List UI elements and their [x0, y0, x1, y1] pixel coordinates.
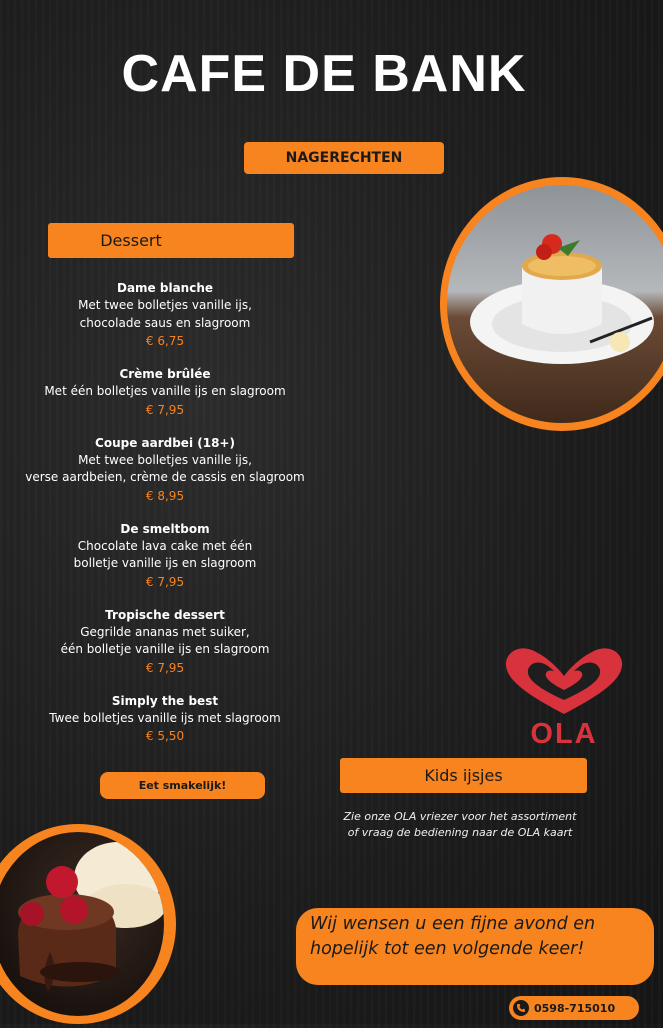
ola-heart-icon: [500, 646, 628, 716]
menu-item-price: € 5,50: [145, 729, 185, 743]
menu-item-desc: Met twee bolletjes vanille ijs,: [78, 452, 252, 467]
dessert-heading-text: Dessert: [100, 231, 162, 250]
menu-item-desc: Twee bolletjes vanille ijs met slagroom: [49, 710, 281, 725]
menu-item-desc: bolletje vanille ijs en slagroom: [73, 556, 257, 570]
menu-item-price: € 7,95: [145, 402, 185, 417]
kids-heading-text: Kids ijsjes: [424, 766, 503, 785]
ola-note-line: of vraag de bediening naar de OLA kaart: [347, 826, 573, 839]
menu-item: [0, 693, 330, 746]
menu-item-price: € 8,95: [145, 488, 185, 503]
menu-item-desc: verse aardbeien, crème de cassis en slagroom: [25, 470, 305, 484]
smakelijk-badge: [100, 772, 265, 799]
menu-item: [0, 521, 330, 591]
menu-item-name: Tropische dessert: [105, 607, 225, 622]
phone-number: 0598-715010: [534, 1001, 616, 1015]
menu-item-price: € 7,95: [145, 574, 185, 589]
ola-logo-text: OLA: [530, 718, 598, 750]
ola-note-line: Zie onze OLA vriezer voor het assortiment: [343, 810, 577, 823]
lava-cake-photo: [0, 822, 180, 1024]
phone-icon: [513, 1000, 529, 1016]
ola-note: [310, 809, 610, 841]
menu-item-desc: één bolletje vanille ijs en slagroom: [60, 642, 270, 656]
section-label-text: NAGERECHTEN: [285, 150, 403, 166]
closing-line: hopelijk tot een volgende keer!: [310, 939, 585, 959]
menu-item-price: € 6,75: [145, 334, 185, 348]
menu-item: [0, 280, 330, 350]
dessert-heading: [48, 223, 294, 258]
kids-heading: [340, 758, 587, 793]
menu-item-name: Dame blanche: [116, 281, 214, 295]
dessert-menu: [0, 280, 330, 761]
menu-item-name: Coupe aardbei (18+): [95, 435, 235, 450]
menu-item-name: Simply the best: [111, 693, 219, 708]
creme-brulee-photo: [440, 174, 663, 434]
menu-item-desc: Met twee bolletjes vanille ijs,: [78, 298, 252, 312]
menu-item: [0, 435, 330, 505]
closing-line: Wij wensen u een fijne avond en: [310, 914, 596, 934]
menu-item: [0, 607, 330, 677]
smakelijk-text: Eet smakelijk!: [138, 779, 227, 792]
menu-item-name: De smeltbom: [120, 521, 210, 536]
phone-badge[interactable]: [509, 996, 639, 1020]
ola-logo: [500, 646, 628, 752]
menu-item-desc: Gegrilde ananas met suiker,: [80, 624, 250, 639]
closing-message: [296, 908, 654, 985]
page-title: CAFE DE BANK: [121, 45, 527, 103]
menu-item-name: Crème brûlée: [119, 367, 211, 381]
menu-item-desc: Chocolate lava cake met één: [77, 538, 253, 553]
menu-item: [0, 366, 330, 419]
menu-item-desc: Met één bolletjes vanille ijs en slagroom: [44, 384, 286, 398]
section-label: [244, 142, 444, 174]
menu-item-price: € 7,95: [145, 660, 185, 675]
menu-item-desc: chocolade saus en slagroom: [79, 315, 251, 330]
